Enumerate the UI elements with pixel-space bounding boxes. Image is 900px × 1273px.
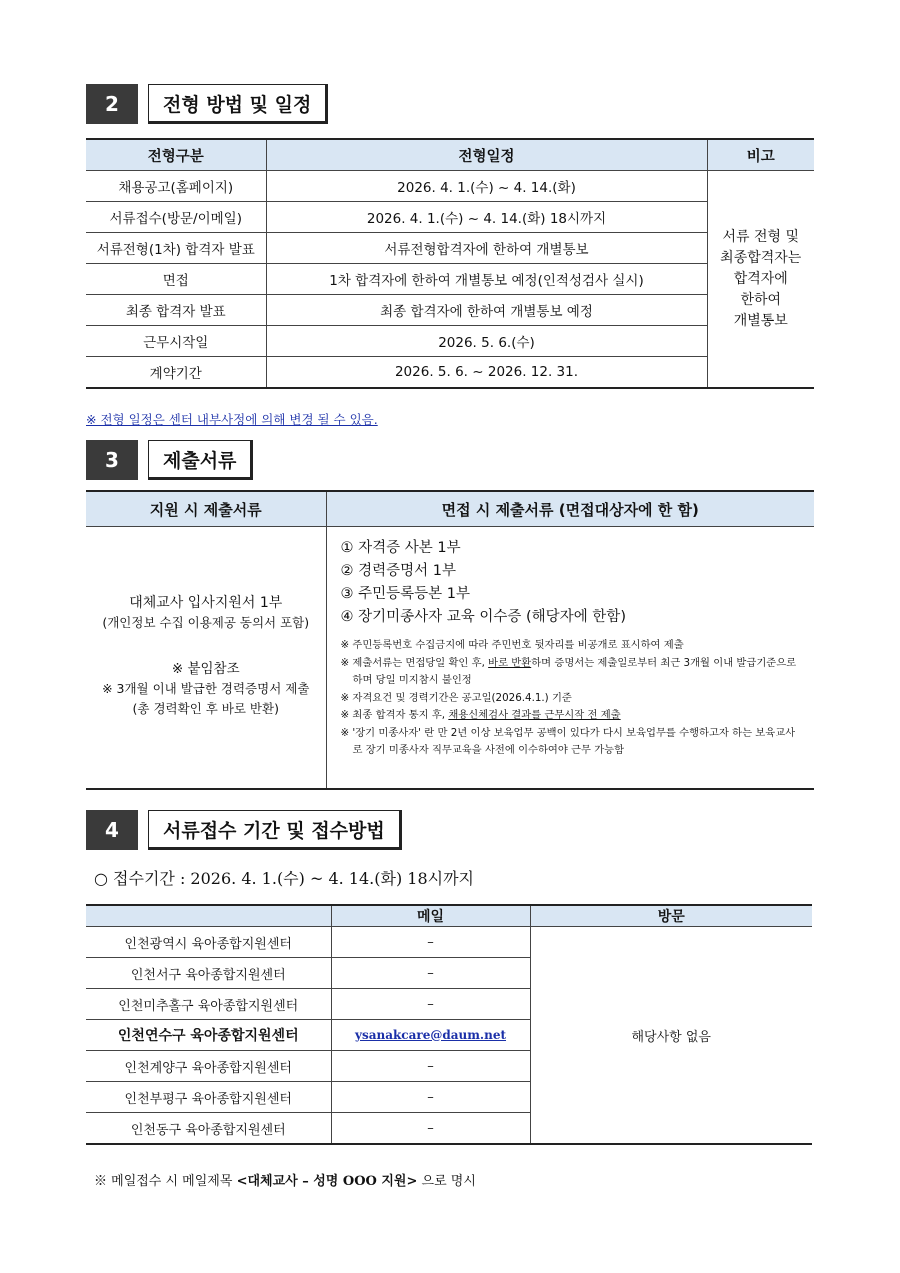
mail-cell <box>331 1020 530 1051</box>
column-header: 전형구분 <box>86 139 266 171</box>
mail-cell: – <box>331 958 530 989</box>
schedule-cell: 2026. 5. 6.(수) <box>266 326 707 357</box>
section3-header <box>86 440 253 480</box>
stage-cell: 서류접수(방문/이메일) <box>86 202 266 233</box>
table-row <box>86 357 814 389</box>
required-item: ② 경력증명서 1부 <box>340 563 456 579</box>
mail-cell: – <box>331 1051 530 1082</box>
remark-cell <box>707 171 814 389</box>
section4-number: 4 <box>86 810 138 850</box>
schedule-cell: 서류전형합격자에 한하여 개별통보 <box>266 233 707 264</box>
column-header: 지원 시 제출서류 <box>86 491 326 527</box>
section4-title: 서류접수 기간 및 접수방법 <box>148 810 402 850</box>
schedule-cell: 2026. 4. 1.(수) ~ 4. 14.(화) <box>266 171 707 202</box>
stage-cell: 서류전형(1차) 합격자 발표 <box>86 233 266 264</box>
note-item <box>341 655 803 690</box>
mail-cell: – <box>331 989 530 1020</box>
return-text: (총 경력확인 후 바로 반환) <box>132 701 279 716</box>
note-item: ※ 자격요건 및 경력기간은 공고일(2026.4.1.) 기준 <box>340 691 572 704</box>
mail-cell: – <box>331 1113 530 1145</box>
schedule-header-row <box>86 139 814 171</box>
application-form-text: 대체교사 입사지원서 1부 <box>129 595 283 611</box>
documents-header-row <box>86 491 814 527</box>
visit-cell: 해당사항 없음 <box>530 927 812 1145</box>
center-name: 인천서구 육아종합지원센터 <box>86 958 331 989</box>
table-row <box>86 295 814 326</box>
method-header-row <box>86 905 812 927</box>
table-row <box>86 264 814 295</box>
stage-cell: 면접 <box>86 264 266 295</box>
remark-line: 최종합격자는 <box>720 249 802 266</box>
table-row <box>86 326 814 357</box>
center-name: 인천부평구 육아종합지원센터 <box>86 1082 331 1113</box>
application-method-table <box>86 904 812 1145</box>
column-header <box>86 905 331 927</box>
center-name: 인천동구 육아종합지원센터 <box>86 1113 331 1145</box>
documents-table <box>86 490 814 790</box>
column-header: 전형일정 <box>266 139 707 171</box>
center-name: 인천미추홀구 육아종합지원센터 <box>86 989 331 1020</box>
column-header: 메일 <box>331 905 530 927</box>
consent-text: (개인정보 수집 이용제공 동의서 포함) <box>102 615 310 630</box>
note-underlined: 바로 반환 <box>488 656 532 669</box>
note-text: ※ 메일접수 시 메일제목 <box>94 1174 237 1189</box>
note-text: ※ 제출서류는 면접당일 확인 후, <box>340 656 489 669</box>
attachment-reference: ※ 붙임참조 <box>171 661 240 677</box>
remark-line: 서류 전형 및 <box>722 228 800 245</box>
note-underlined: 채용신체검사 결과를 근무시작 전 제출 <box>448 709 621 721</box>
center-name: 인천계양구 육아종합지원센터 <box>86 1051 331 1082</box>
column-header: 면접 시 제출서류 (면접대상자에 한 함) <box>326 491 814 527</box>
required-item: ③ 주민등록등본 1부 <box>340 586 470 602</box>
remark-line: 개별통보 <box>733 312 788 329</box>
center-name: 인천광역시 육아종합지원센터 <box>86 927 331 958</box>
interview-documents-cell <box>326 527 814 789</box>
table-row <box>86 233 814 264</box>
schedule-cell: 2026. 4. 1.(수) ~ 4. 14.(화) 18시까지 <box>266 202 707 233</box>
column-header: 비고 <box>707 139 814 171</box>
note-item <box>341 707 803 725</box>
table-row <box>86 202 814 233</box>
section4-header <box>86 810 402 850</box>
career-certificate-text: ※ 3개월 이내 발급한 경력증명서 제출 <box>102 681 310 696</box>
section3-number: 3 <box>86 440 138 480</box>
mail-cell: – <box>331 927 530 958</box>
documents-row <box>86 527 814 789</box>
table-row <box>86 171 814 202</box>
note-text: 으로 명시 <box>417 1174 476 1189</box>
application-period: ○ 접수기간 : 2026. 4. 1.(수) ~ 4. 14.(화) 18시까지 <box>94 869 475 888</box>
required-item: ④ 장기미종사자 교육 이수증 (해당자에 한함) <box>340 609 626 625</box>
section2-header <box>86 84 328 124</box>
remark-line: 합격자에 <box>733 270 788 287</box>
application-documents-cell <box>86 527 326 789</box>
stage-cell: 채용공고(홈페이지) <box>86 171 266 202</box>
stage-cell: 계약기간 <box>86 357 266 389</box>
stage-cell: 근무시작일 <box>86 326 266 357</box>
mail-subject-format: <대체교사 – 성명 OOO 지원> <box>236 1174 418 1189</box>
section2-number: 2 <box>86 84 138 124</box>
stage-cell: 최종 합격자 발표 <box>86 295 266 326</box>
section2-title: 전형 방법 및 일정 <box>148 84 328 124</box>
mail-subject-note <box>94 1170 476 1189</box>
schedule-table <box>86 138 814 389</box>
remark-line: 한하여 <box>740 291 782 308</box>
required-item: ① 자격증 사본 1부 <box>340 540 461 556</box>
table-row <box>86 927 812 958</box>
center-name-highlighted: 인천연수구 육아종합지원센터 <box>86 1020 331 1051</box>
schedule-cell: 1차 합격자에 한하여 개별통보 예정(인적성검사 실시) <box>266 264 707 295</box>
note-item: ※ 주민등록번호 수집금지에 따라 주민번호 뒷자리를 비공개로 표시하여 제출 <box>340 639 684 651</box>
submission-notes <box>341 637 803 760</box>
email-link[interactable]: ysanakcare@daum.net <box>354 1027 507 1042</box>
section3-title: 제출서류 <box>148 440 253 480</box>
note-item: ※ '장기 미종사자' 란 만 2년 이상 보육업무 공백이 있다가 다시 보육업무를 수행하고자 하는 보육교사로 장기 미종사자 직무교육을 사전에 이수하여야 근무 가능함 <box>340 726 796 756</box>
note-text: ※ 최종 합격자 통지 후, <box>340 709 449 721</box>
schedule-cell: 최종 합격자에 한하여 개별통보 예정 <box>266 295 707 326</box>
column-header: 방문 <box>530 905 812 927</box>
schedule-cell: 2026. 5. 6. ~ 2026. 12. 31. <box>266 357 707 389</box>
schedule-note: ※ 전형 일정은 센터 내부사정에 의해 변경 될 수 있음. <box>86 412 378 427</box>
note-text: 하며 증명서는 제출일로부터 최근 3개월 이내 발급기준으로 하며 당일 미지참시 불인정 <box>352 656 797 686</box>
mail-cell: – <box>331 1082 530 1113</box>
